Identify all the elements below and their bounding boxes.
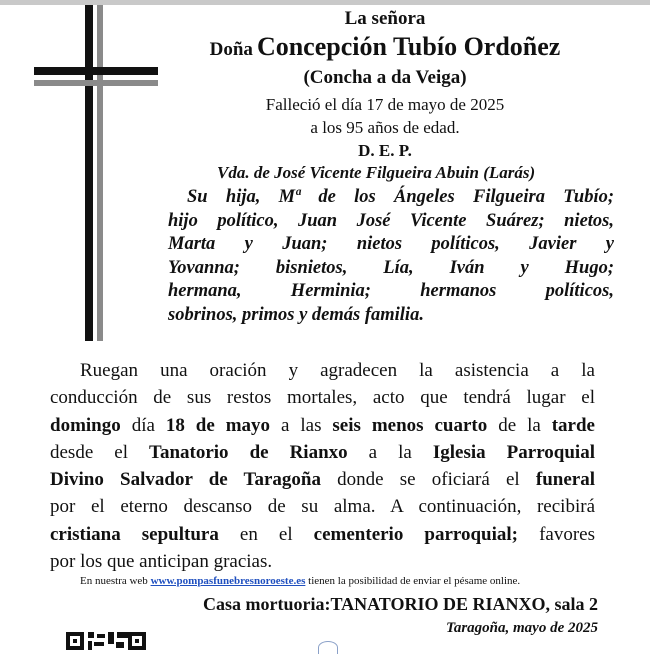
- cross-horizontal-bar: [34, 67, 158, 75]
- family-line: hijo político, Juan José Vicente Suárez; nietos,: [168, 210, 614, 231]
- condolence-web-note: [80, 575, 520, 587]
- family-line: Yovanna; bisnietos, Lía, Iván y Hugo;: [168, 257, 614, 278]
- web-prefix: En nuestra web: [80, 575, 151, 587]
- title-prefix: Doña: [209, 39, 253, 60]
- place-date: Taragoña, mayo de 2025: [446, 620, 598, 636]
- body-line: Ruegan una oración y agradecen la asistencia a la: [80, 360, 595, 381]
- honorific: La señora: [344, 8, 426, 29]
- logo-icon: [318, 641, 338, 654]
- body-line: desde el Tanatorio de Rianxo a la Iglesia Parroquial: [50, 441, 595, 463]
- family-list: [168, 186, 614, 327]
- cross-vertical-bar: [85, 5, 93, 341]
- website-link[interactable]: www.pompasfunebresnoroeste.es: [150, 575, 306, 587]
- nickname: (Concha a da Veiga): [303, 67, 467, 88]
- deceased-name: [210, 32, 561, 62]
- web-suffix: tienen la posibilidad de enviar el pésame online.: [305, 575, 521, 587]
- age-line: a los 95 años de edad.: [310, 118, 460, 137]
- qr-code-icon[interactable]: [66, 628, 146, 652]
- body-line: cristiana sepultura en el cementerio parroquial; favores: [50, 523, 595, 545]
- cross-vertical-shadow: [97, 5, 103, 341]
- family-line: sobrinos, primos y demás familia.: [168, 304, 424, 325]
- body-line: por los que anticipan gracias.: [50, 551, 273, 573]
- death-date: Falleció el día 17 de mayo de 2025: [265, 95, 505, 114]
- body-line: por el eterno descanso de su alma. A continuación, recibirá: [50, 496, 595, 518]
- full-name: Concepción Tubío Ordoñez: [256, 32, 561, 61]
- body-line: conducción de sus restos mortales, acto que tendrá lugar el: [50, 387, 595, 409]
- dep: D. E. P.: [358, 141, 412, 160]
- widow-of: Vda. de José Vicente Filgueira Abuin (Larás): [217, 163, 536, 182]
- ceremony-text: [50, 357, 595, 575]
- body-line: domingo día 18 de mayo a las seis menos cuarto de la tarde: [50, 414, 595, 436]
- body-line: Divino Salvador de Taragoña donde se oficiará el funeral: [50, 469, 595, 491]
- family-line: Su hija, Mª de los Ángeles Filgueira Tubío;: [187, 187, 614, 207]
- funeral-home: Casa mortuoria:TANATORIO DE RIANXO, sala 2: [202, 594, 598, 614]
- family-line: Marta y Juan; nietos políticos, Javier y: [168, 234, 614, 254]
- family-line: hermana, Herminia; hermanos políticos,: [168, 281, 614, 301]
- cross-horizontal-shadow: [34, 80, 158, 86]
